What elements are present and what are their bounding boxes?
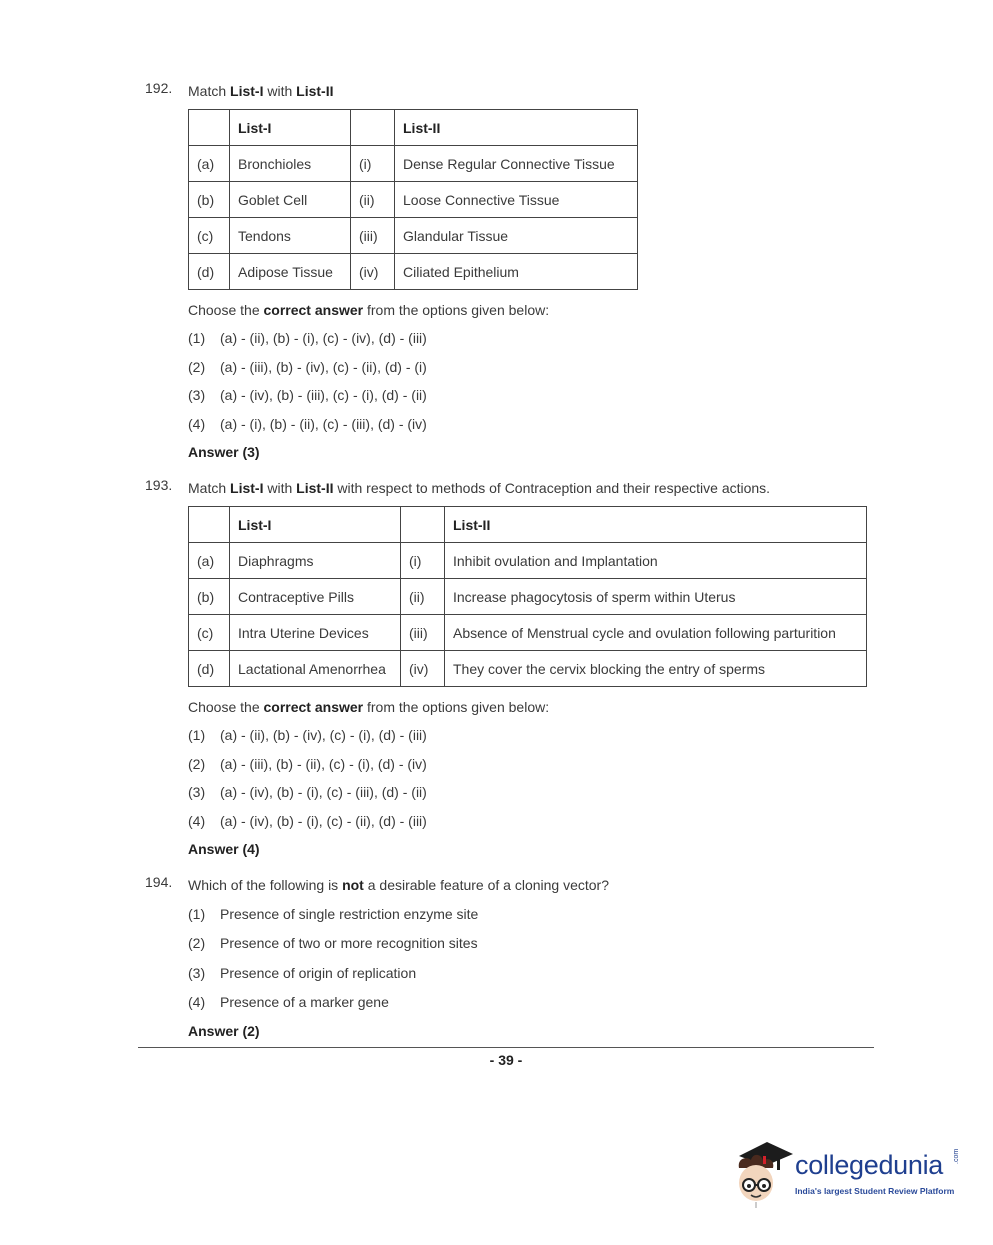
mascot-icon [733, 1138, 795, 1208]
table-row: (b) Goblet Cell (ii) Loose Connective Tissue [189, 182, 638, 218]
table-header-row: List-I List-II [189, 507, 867, 543]
match-table [188, 109, 638, 290]
answer: Answer (3) [188, 444, 260, 460]
question-number: 194. [145, 874, 173, 890]
answer: Answer (4) [188, 841, 260, 857]
question-text: Which of the following is not a desirable feature of a cloning vector? [188, 877, 609, 893]
option-3: (3) (a) - (iv), (b) - (i), (c) - (iii), (d) - (ii) [188, 784, 427, 800]
option-3: (3) Presence of origin of replication [188, 965, 417, 981]
table-row: (c) Intra Uterine Devices (iii) Absence of Menstrual cycle and ovulation following parturition [189, 615, 867, 651]
table-row: (d) Adipose Tissue (iv) Ciliated Epithelium [189, 254, 638, 290]
logo-wordmark: collegedunia [795, 1150, 944, 1180]
logo-com: .com [953, 1148, 960, 1164]
question-193 [145, 477, 885, 857]
question-194 [145, 874, 885, 1044]
option-2: (2) Presence of two or more recognition sites [188, 935, 478, 951]
option-1: (1) (a) - (ii), (b) - (iv), (c) - (i), (d) - (iii) [188, 727, 427, 743]
footer-divider [138, 1047, 874, 1048]
collegedunia-logo [733, 1138, 963, 1208]
option-1: (1) Presence of single restriction enzyme site [188, 906, 479, 922]
table-row: (a) Diaphragms (i) Inhibit ovulation and Implantation [189, 543, 867, 579]
match-table [188, 506, 867, 687]
question-text: Match List-I with List-II [188, 83, 334, 99]
table-header-row: List-I List-II [189, 110, 638, 146]
choose-instruction: Choose the correct answer from the options given below: [188, 699, 550, 715]
answer: Answer (2) [188, 1023, 260, 1039]
logo-tagline: India's largest Student Review Platform [795, 1186, 955, 1196]
table-row: (a) Bronchioles (i) Dense Regular Connective Tissue [189, 146, 638, 182]
table-row: (b) Contraceptive Pills (ii) Increase phagocytosis of sperm within Uterus [189, 579, 867, 615]
question-number: 193. [145, 477, 173, 493]
question-192 [145, 80, 885, 460]
table-row: (c) Tendons (iii) Glandular Tissue [189, 218, 638, 254]
option-1: (1) (a) - (ii), (b) - (i), (c) - (iv), (d) - (iii) [188, 330, 427, 346]
option-4: (4) (a) - (iv), (b) - (i), (c) - (ii), (d) - (iii) [188, 813, 427, 829]
question-number: 192. [145, 80, 173, 96]
table-row: (d) Lactational Amenorrhea (iv) They cover the cervix blocking the entry of sperms [189, 651, 867, 687]
choose-instruction: Choose the correct answer from the options given below: [188, 302, 550, 318]
option-2: (2) (a) - (iii), (b) - (iv), (c) - (ii), (d) - (i) [188, 359, 427, 375]
option-2: (2) (a) - (iii), (b) - (ii), (c) - (i), (d) - (iv) [188, 756, 427, 772]
option-3: (3) (a) - (iv), (b) - (iii), (c) - (i), (d) - (ii) [188, 387, 427, 403]
page-number: - 39 - [489, 1052, 523, 1068]
option-4: (4) (a) - (i), (b) - (ii), (c) - (iii), (d) - (iv) [188, 416, 427, 432]
option-4: (4) Presence of a marker gene [188, 994, 389, 1010]
question-text: Match List-I with List-II with respect to methods of Contraception and their respective actions. [188, 480, 771, 496]
